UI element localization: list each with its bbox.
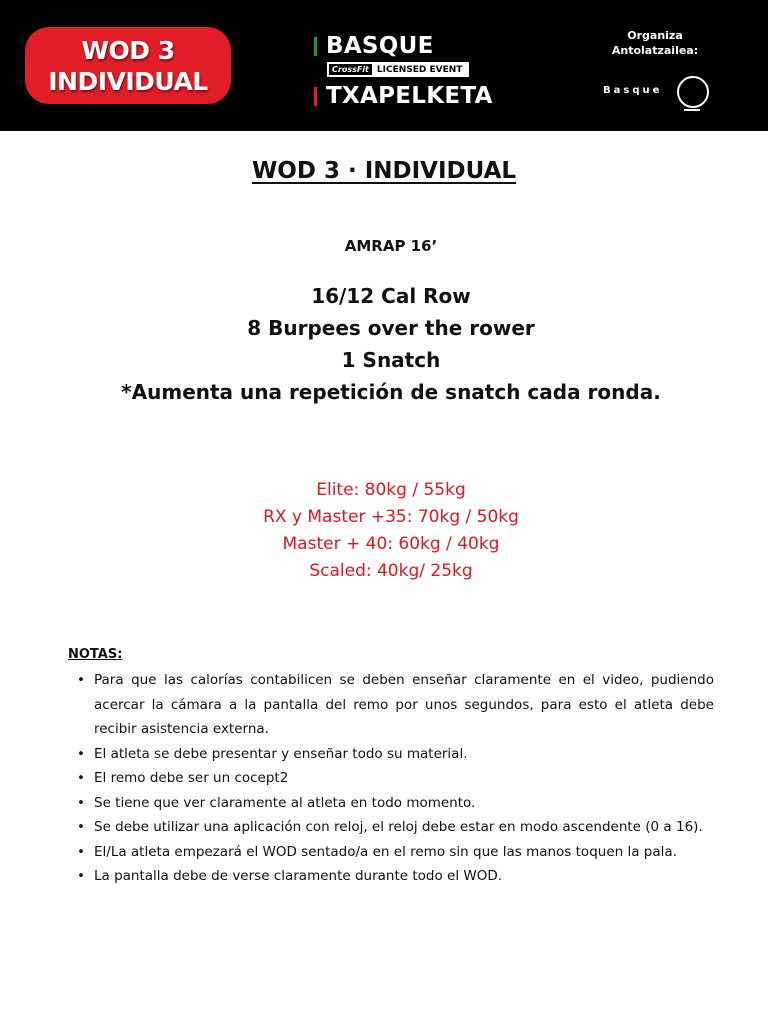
badge-line-2: INDIVIDUAL [48, 66, 208, 96]
crossfit-brand: CrossFit [329, 64, 372, 75]
organizer-logo-text: Basque [603, 85, 663, 96]
movement-list [0, 280, 768, 408]
note-item: • El atleta se debe presentar y enseñar todo su material. [68, 742, 714, 767]
note-item: • El/La atleta empezará el WOD sentado/a en el remo sin que las manos toquen la pala. [68, 840, 714, 865]
notes-heading: NOTAS: [68, 647, 123, 662]
note-item: • Se debe utilizar una aplicación con reloj, el reloj debe estar en modo ascendente (0 a 16). [68, 815, 714, 840]
note-item: • La pantalla debe de verse claramente durante todo el WOD. [68, 864, 714, 889]
note-item: • Para que las calorías contabilicen se deben enseñar claramente en el video, pudiendo acercar la cámara a la pantalla del remo por unos segundos, para esto el atleta debe recibir asistencia externa. [68, 668, 714, 742]
page-title: WOD 3 · INDIVIDUAL [251, 158, 517, 184]
flag-green-bar [314, 37, 317, 56]
licensed-event-text: LICENSED EVENT [376, 64, 463, 75]
organizer-label-2: Antolatzailea: [611, 44, 699, 57]
organizer-logo-icon [677, 76, 709, 108]
movement-note: *Aumenta una repetición de snatch cada ronda. [121, 380, 661, 404]
header-banner [0, 0, 768, 131]
badge-line-1: WOD 3 [81, 35, 175, 65]
notes-list [68, 668, 714, 889]
flag-red-bar [314, 87, 317, 106]
movement-item: 1 Snatch [341, 348, 441, 372]
movement-item: 16/12 Cal Row [311, 284, 471, 308]
weight-item: Master + 40: 60kg / 40kg [282, 534, 500, 554]
event-word-txapelketa: TXAPELKETA [326, 83, 493, 109]
weight-item: RX y Master +35: 70kg / 50kg [263, 507, 519, 527]
movement-item: 8 Burpees over the rower [247, 316, 535, 340]
organizer-label-1: Organiza [627, 29, 683, 42]
note-item: • El remo debe ser un cocept2 [68, 766, 714, 791]
weight-item: Elite: 80kg / 55kg [316, 480, 466, 500]
organizer-logo-underline [684, 109, 700, 111]
wod-badge [25, 27, 231, 104]
licensed-event-tag [327, 62, 469, 77]
note-item: • Se tiene que ver claramente al atleta en todo momento. [68, 791, 714, 816]
weight-list [0, 477, 768, 585]
organizer-block [600, 28, 710, 118]
workout-format: AMRAP 16’ [344, 237, 438, 255]
weight-item: Scaled: 40kg/ 25kg [309, 561, 473, 581]
event-word-basque: BASQUE [326, 33, 434, 59]
event-logo [314, 31, 514, 111]
